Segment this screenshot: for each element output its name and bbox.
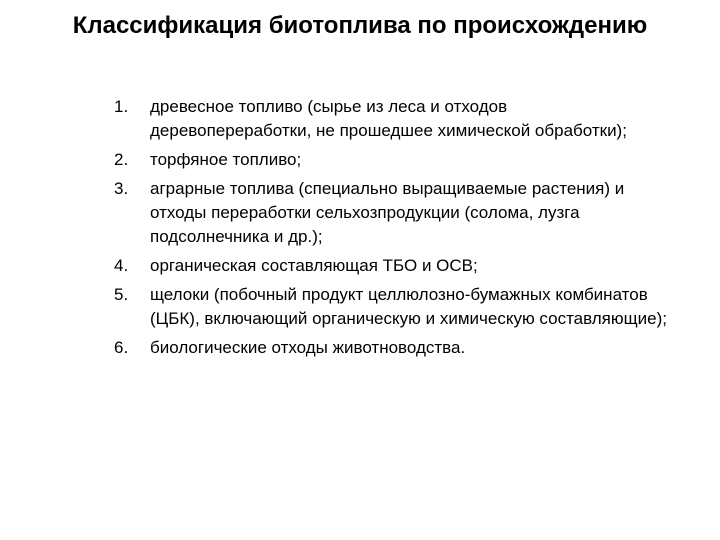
biofuel-classification-list — [108, 95, 668, 365]
list-item-text: щелоки (побочный продукт целлюлозно-бумажных комбинатов (ЦБК), включающий органическую и химическую составляющие); — [150, 285, 667, 328]
slide-title: Классификация биотоплива по происхождению — [72, 12, 648, 39]
list-item-text: торфяное топливо; — [150, 150, 302, 169]
list-item — [108, 95, 668, 143]
list-item-number: 1. — [114, 97, 129, 116]
list-item-text: биологические отходы животноводства. — [150, 338, 466, 357]
list-item-number: 4. — [114, 256, 129, 275]
list-item-number: 6. — [114, 338, 129, 357]
list-item — [108, 254, 668, 278]
list-item — [108, 148, 668, 172]
list-item-text: органическая составляющая ТБО и ОСВ; — [150, 256, 478, 275]
list-item-number: 2. — [114, 150, 129, 169]
list-item — [108, 283, 668, 331]
list-item-number: 3. — [114, 179, 129, 198]
list-item — [108, 177, 668, 249]
list-item-number: 5. — [114, 285, 129, 304]
list-item — [108, 336, 668, 360]
list-item-text: аграрные топлива (специально выращиваемые растения) и отходы переработки сельхозпродукции (солома, лузга подсолнечника и др.); — [150, 179, 625, 246]
list-item-text: древесное топливо (сырье из леса и отходов деревопереработки, не прошедшее химической обработки); — [150, 97, 627, 140]
